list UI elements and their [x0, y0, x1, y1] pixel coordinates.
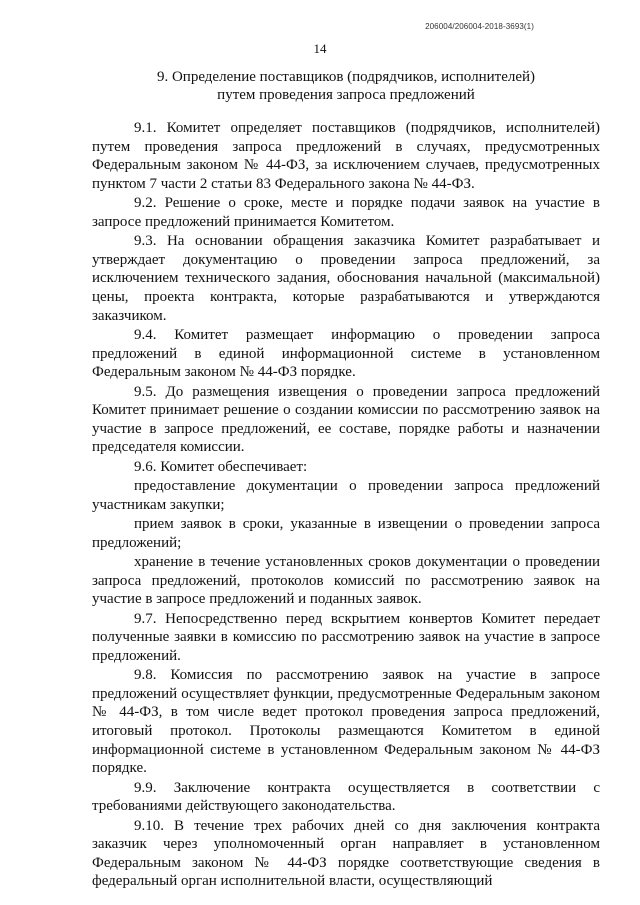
page-number: 14	[313, 41, 327, 56]
paragraph-9-8: 9.8. Комиссия по рассмотрению заявок на участие в запросе предложений осуществляет функции, предусмотренные Федеральным законом № 44-ФЗ, в том числе ведет протокол проведения запроса предложений, итоговый протокол. Протоколы размещаются Комитетом в единой информационной системе в установленном Федеральным законом № 44-ФЗ порядке.	[92, 667, 600, 777]
paragraph-9-6: 9.6. Комитет обеспечивает:	[134, 458, 308, 475]
paragraph-9-9: 9.9. Заключение контракта осуществляется в соответствии с требованиями действующего законодательства.	[92, 779, 600, 815]
document-body	[92, 119, 600, 891]
paragraph-9-6-item-3: хранение в течение установленных сроков документации о проведении запроса предложений, протоколов комиссий по рассмотрению заявок на участие в запросе предложений и поданных заявок.	[92, 554, 600, 608]
paragraph-9-5: 9.5. До размещения извещения о проведении запроса предложений Комитет принимает решение о создании комиссии по рассмотрению заявок на участие в запросе предложений, ее составе, порядке работы и назначении председателя комиссии.	[92, 383, 600, 456]
paragraph-9-2: 9.2. Решение о сроке, месте и порядке подачи заявок на участие в запросе предложений принимается Комитетом.	[92, 195, 600, 230]
section-title-line-2: путем проведения запроса предложений	[217, 87, 475, 103]
paragraph-9-6-item-1: предоставление документации о проведении запроса предложений участникам закупки;	[92, 478, 600, 513]
paragraph-9-3: 9.3. На основании обращения заказчика Комитет разрабатывает и утверждает документацию о проведении запроса предложений, за исключением технического задания, обоснования начальной (максимальной) цены, проекта контракта, которые разрабатываются и утверждаются заказчиком.	[92, 233, 600, 324]
paragraph-9-6-item-2: прием заявок в сроки, указанные в извещении о проведении запроса предложений;	[92, 516, 600, 551]
section-heading	[92, 68, 600, 104]
paragraph-9-10: 9.10. В течение трех рабочих дней со дня заключения контракта заказчик через уполномоченный орган направляет в установленном Федеральным законом № 44-ФЗ порядке соответствующие сведения в федеральный орган исполнительной власти, осуществляющий	[92, 817, 600, 890]
document-id: 206004/206004-2018-3693(1)	[425, 22, 534, 31]
section-title-line-1: 9. Определение поставщиков (подрядчиков, исполнителей)	[156, 69, 536, 85]
paragraph-9-7: 9.7. Непосредственно перед вскрытием конвертов Комитет передает полученные заявки в комиссию по рассмотрению заявок на участие в запросе предложений.	[92, 610, 600, 664]
paragraph-9-4: 9.4. Комитет размещает информацию о проведении запроса предложений в единой информационной системе в установленном Федеральным законом № 44-ФЗ порядке.	[92, 326, 600, 381]
paragraph-9-1: 9.1. Комитет определяет поставщиков (подрядчиков, исполнителей) путем проведения запроса предложений в случаях, предусмотренных Федеральным законом № 44-ФЗ, за исключением случаев, предусмотренных пунктом 7 части 2 статьи 83 Федерального закона № 44-ФЗ.	[92, 120, 600, 192]
